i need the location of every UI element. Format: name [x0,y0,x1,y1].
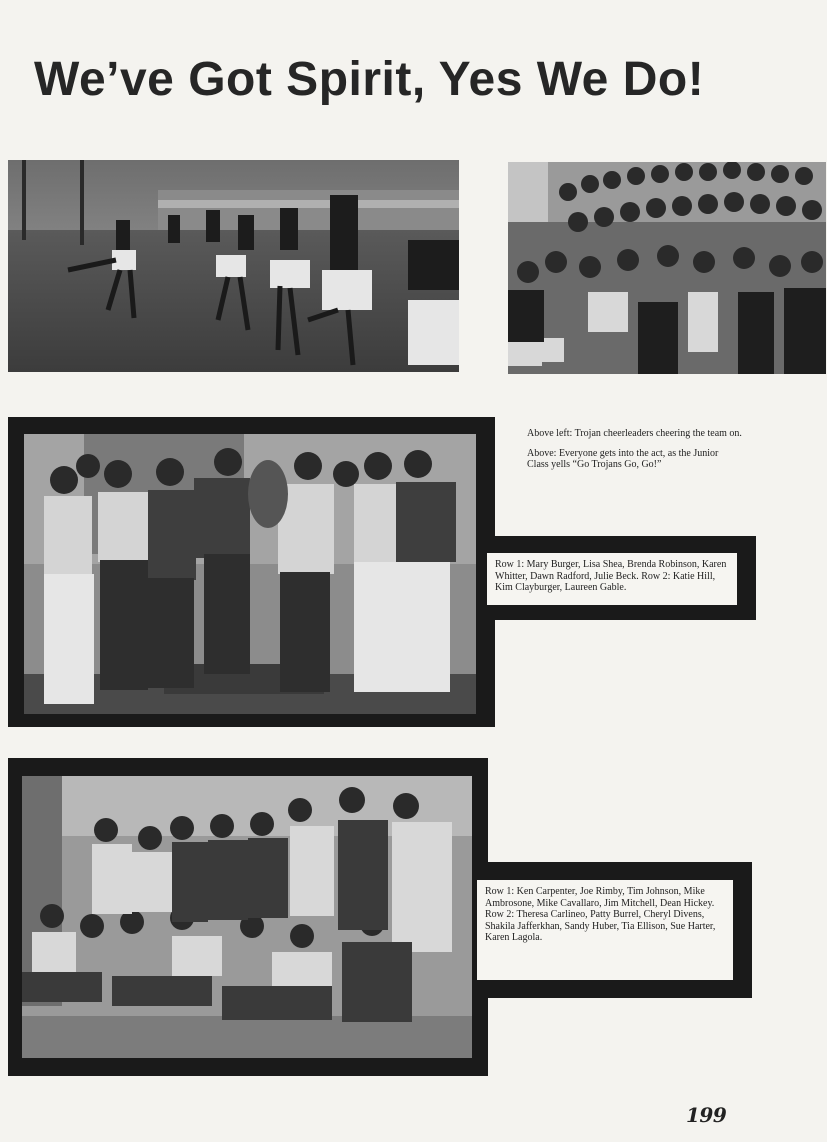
page-title: We’ve Got Spirit, Yes We Do! [34,53,705,106]
page-number: 199 [686,1103,727,1127]
top-photos-caption [527,428,742,479]
group1-caption: Row 1: Mary Burger, Lisa Shea, Brenda Robinson, Karen Whitter, Dawn Radford, Julie Beck. Row 2: Katie Hill, Kim Clayburger, Laureen Gable. [487,553,737,605]
group1-photo [24,434,476,714]
caption-above: Above: Everyone gets into the act, as the Junior Class yells “Go Trojans Go, Go!” [527,447,719,470]
junior-class-crowd-photo [508,162,826,374]
group2-caption: Row 1: Ken Carpenter, Joe Rimby, Tim Johnson, Mike Ambrosone, Mike Cavallaro, Jim Mitchell, Dean Hickey. Row 2: Theresa Carlineo, Patty Burrel, Cheryl Divens, Shakila Jafferkhan, Sandy Huber, Tia Ellison, Sue Harter, Karen Lagola. [477,880,733,980]
group2-photo [22,776,472,1058]
cheerleaders-photo [8,160,459,372]
caption-above-left: Above left: Trojan cheerleaders cheering the team on. [527,428,742,439]
